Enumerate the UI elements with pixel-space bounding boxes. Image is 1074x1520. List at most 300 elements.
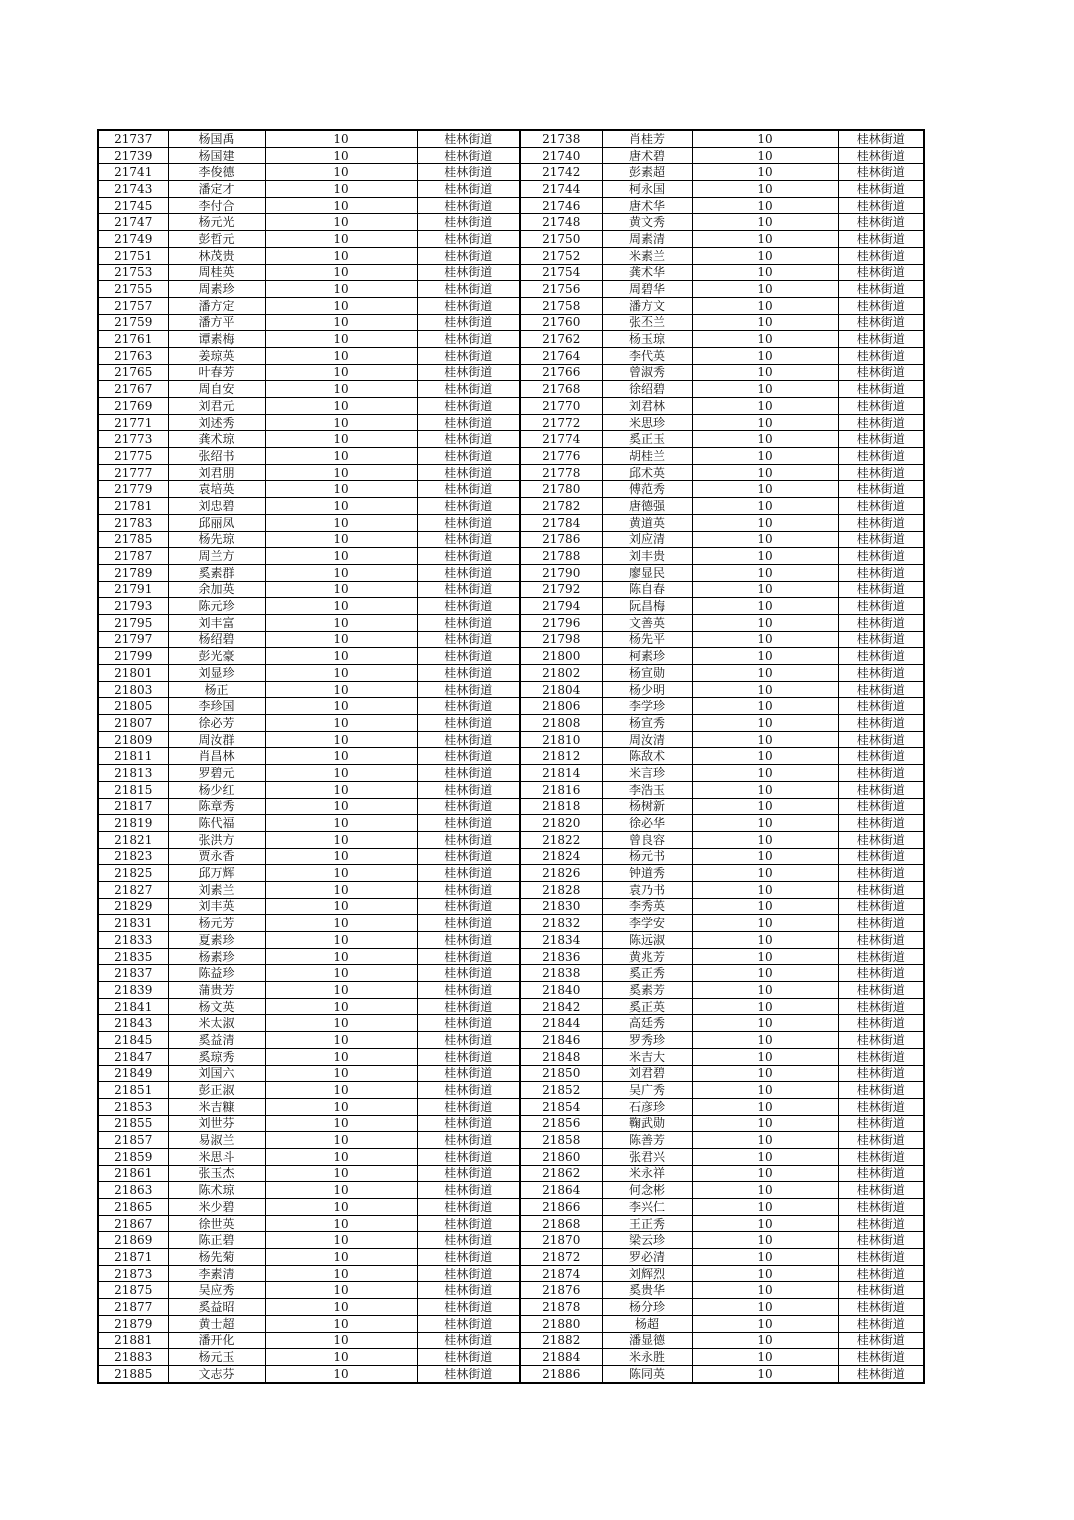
left-amount-cell: 10 bbox=[265, 1349, 417, 1366]
left-street-cell: 桂林街道 bbox=[417, 614, 520, 631]
left-amount-cell: 10 bbox=[265, 881, 417, 898]
table-row bbox=[98, 1282, 924, 1299]
right-amount-cell: 10 bbox=[692, 1215, 838, 1232]
left-amount-cell: 10 bbox=[265, 398, 417, 415]
left-amount-cell: 10 bbox=[265, 297, 417, 314]
left-name-cell: 刘君元 bbox=[168, 398, 265, 415]
left-street-cell: 桂林街道 bbox=[417, 247, 520, 264]
right-name-cell: 李浩玉 bbox=[602, 781, 692, 798]
right-name-cell: 杨分珍 bbox=[602, 1299, 692, 1316]
right-name-cell: 周碧华 bbox=[602, 281, 692, 298]
right-id-cell: 21878 bbox=[520, 1299, 602, 1316]
right-amount-cell: 10 bbox=[692, 464, 838, 481]
right-name-cell: 高廷秀 bbox=[602, 1015, 692, 1032]
right-id-cell: 21748 bbox=[520, 214, 602, 231]
left-name-cell: 杨元芳 bbox=[168, 915, 265, 932]
right-name-cell: 米吉大 bbox=[602, 1048, 692, 1065]
right-name-cell: 杨树新 bbox=[602, 798, 692, 815]
left-street-cell: 桂林街道 bbox=[417, 448, 520, 465]
table-row bbox=[98, 431, 924, 448]
right-street-cell: 桂林街道 bbox=[838, 1215, 924, 1232]
left-id-cell: 21743 bbox=[98, 181, 168, 198]
left-amount-cell: 10 bbox=[265, 364, 417, 381]
right-street-cell: 桂林街道 bbox=[838, 1232, 924, 1249]
left-name-cell: 米思斗 bbox=[168, 1148, 265, 1165]
left-amount-cell: 10 bbox=[265, 681, 417, 698]
left-street-cell: 桂林街道 bbox=[417, 865, 520, 882]
left-name-cell: 张洪方 bbox=[168, 831, 265, 848]
left-name-cell: 杨绍碧 bbox=[168, 631, 265, 648]
left-name-cell: 陈章秀 bbox=[168, 798, 265, 815]
left-amount-cell: 10 bbox=[265, 965, 417, 982]
left-street-cell: 桂林街道 bbox=[417, 414, 520, 431]
right-name-cell: 张君兴 bbox=[602, 1148, 692, 1165]
left-id-cell: 21871 bbox=[98, 1249, 168, 1266]
left-street-cell: 桂林街道 bbox=[417, 1249, 520, 1266]
left-id-cell: 21823 bbox=[98, 848, 168, 865]
right-name-cell: 龚术华 bbox=[602, 264, 692, 281]
left-street-cell: 桂林街道 bbox=[417, 464, 520, 481]
right-name-cell: 李代英 bbox=[602, 347, 692, 364]
table-row bbox=[98, 698, 924, 715]
left-id-cell: 21797 bbox=[98, 631, 168, 648]
right-id-cell: 21824 bbox=[520, 848, 602, 865]
left-id-cell: 21759 bbox=[98, 314, 168, 331]
left-name-cell: 彭光豪 bbox=[168, 648, 265, 665]
right-amount-cell: 10 bbox=[692, 1132, 838, 1149]
left-street-cell: 桂林街道 bbox=[417, 214, 520, 231]
right-street-cell: 桂林街道 bbox=[838, 1332, 924, 1349]
left-name-cell: 杨先琼 bbox=[168, 531, 265, 548]
right-id-cell: 21756 bbox=[520, 281, 602, 298]
left-id-cell: 21839 bbox=[98, 982, 168, 999]
left-id-cell: 21777 bbox=[98, 464, 168, 481]
left-id-cell: 21817 bbox=[98, 798, 168, 815]
right-amount-cell: 10 bbox=[692, 1232, 838, 1249]
left-id-cell: 21809 bbox=[98, 731, 168, 748]
right-street-cell: 桂林街道 bbox=[838, 1182, 924, 1199]
right-street-cell: 桂林街道 bbox=[838, 581, 924, 598]
right-id-cell: 21754 bbox=[520, 264, 602, 281]
left-amount-cell: 10 bbox=[265, 464, 417, 481]
left-name-cell: 彭正淑 bbox=[168, 1082, 265, 1099]
table-row bbox=[98, 631, 924, 648]
right-amount-cell: 10 bbox=[692, 1299, 838, 1316]
left-amount-cell: 10 bbox=[265, 1215, 417, 1232]
right-id-cell: 21766 bbox=[520, 364, 602, 381]
right-amount-cell: 10 bbox=[692, 748, 838, 765]
right-id-cell: 21872 bbox=[520, 1249, 602, 1266]
right-id-cell: 21834 bbox=[520, 932, 602, 949]
right-id-cell: 21744 bbox=[520, 181, 602, 198]
right-amount-cell: 10 bbox=[692, 414, 838, 431]
right-street-cell: 桂林街道 bbox=[838, 748, 924, 765]
right-name-cell: 徐绍碧 bbox=[602, 381, 692, 398]
left-amount-cell: 10 bbox=[265, 548, 417, 565]
right-street-cell: 桂林街道 bbox=[838, 815, 924, 832]
right-name-cell: 陈善芳 bbox=[602, 1132, 692, 1149]
left-amount-cell: 10 bbox=[265, 798, 417, 815]
right-name-cell: 米言珍 bbox=[602, 765, 692, 782]
right-amount-cell: 10 bbox=[692, 564, 838, 581]
right-id-cell: 21816 bbox=[520, 781, 602, 798]
table-row bbox=[98, 448, 924, 465]
right-id-cell: 21774 bbox=[520, 431, 602, 448]
left-id-cell: 21763 bbox=[98, 347, 168, 364]
table-row bbox=[98, 181, 924, 198]
right-street-cell: 桂林街道 bbox=[838, 297, 924, 314]
left-street-cell: 桂林街道 bbox=[417, 264, 520, 281]
table-row bbox=[98, 1132, 924, 1149]
right-name-cell: 杨超 bbox=[602, 1315, 692, 1332]
table-row bbox=[98, 1232, 924, 1249]
right-amount-cell: 10 bbox=[692, 147, 838, 164]
right-name-cell: 黄兆芳 bbox=[602, 948, 692, 965]
right-id-cell: 21828 bbox=[520, 881, 602, 898]
right-street-cell: 桂林街道 bbox=[838, 781, 924, 798]
left-name-cell: 米少碧 bbox=[168, 1199, 265, 1216]
right-amount-cell: 10 bbox=[692, 665, 838, 682]
left-street-cell: 桂林街道 bbox=[417, 1182, 520, 1199]
right-id-cell: 21868 bbox=[520, 1215, 602, 1232]
right-street-cell: 桂林街道 bbox=[838, 631, 924, 648]
left-amount-cell: 10 bbox=[265, 314, 417, 331]
left-street-cell: 桂林街道 bbox=[417, 1048, 520, 1065]
left-name-cell: 杨素珍 bbox=[168, 948, 265, 965]
left-amount-cell: 10 bbox=[265, 147, 417, 164]
right-id-cell: 21886 bbox=[520, 1365, 602, 1382]
left-name-cell: 陈元珍 bbox=[168, 598, 265, 615]
right-amount-cell: 10 bbox=[692, 347, 838, 364]
left-id-cell: 21827 bbox=[98, 881, 168, 898]
right-name-cell: 肖桂芳 bbox=[602, 130, 692, 147]
right-amount-cell: 10 bbox=[692, 848, 838, 865]
right-amount-cell: 10 bbox=[692, 581, 838, 598]
table-row bbox=[98, 881, 924, 898]
left-id-cell: 21841 bbox=[98, 998, 168, 1015]
left-name-cell: 杨正 bbox=[168, 681, 265, 698]
left-street-cell: 桂林街道 bbox=[417, 1098, 520, 1115]
left-id-cell: 21855 bbox=[98, 1115, 168, 1132]
right-name-cell: 米思珍 bbox=[602, 414, 692, 431]
roster-table-body bbox=[98, 130, 924, 1383]
left-street-cell: 桂林街道 bbox=[417, 1115, 520, 1132]
left-amount-cell: 10 bbox=[265, 1299, 417, 1316]
left-amount-cell: 10 bbox=[265, 698, 417, 715]
left-amount-cell: 10 bbox=[265, 181, 417, 198]
right-name-cell: 张丕兰 bbox=[602, 314, 692, 331]
table-row bbox=[98, 564, 924, 581]
left-name-cell: 陈代福 bbox=[168, 815, 265, 832]
right-id-cell: 21884 bbox=[520, 1349, 602, 1366]
left-street-cell: 桂林街道 bbox=[417, 564, 520, 581]
left-street-cell: 桂林街道 bbox=[417, 481, 520, 498]
right-street-cell: 桂林街道 bbox=[838, 965, 924, 982]
table-row bbox=[98, 414, 924, 431]
right-id-cell: 21836 bbox=[520, 948, 602, 965]
right-amount-cell: 10 bbox=[692, 932, 838, 949]
table-row bbox=[98, 498, 924, 515]
left-street-cell: 桂林街道 bbox=[417, 998, 520, 1015]
table-row bbox=[98, 1015, 924, 1032]
table-row bbox=[98, 531, 924, 548]
left-id-cell: 21739 bbox=[98, 147, 168, 164]
left-street-cell: 桂林街道 bbox=[417, 1082, 520, 1099]
right-name-cell: 米永祥 bbox=[602, 1165, 692, 1182]
right-amount-cell: 10 bbox=[692, 765, 838, 782]
right-id-cell: 21874 bbox=[520, 1265, 602, 1282]
left-id-cell: 21753 bbox=[98, 264, 168, 281]
left-id-cell: 21821 bbox=[98, 831, 168, 848]
right-amount-cell: 10 bbox=[692, 865, 838, 882]
left-amount-cell: 10 bbox=[265, 731, 417, 748]
right-name-cell: 杨先平 bbox=[602, 631, 692, 648]
table-row bbox=[98, 247, 924, 264]
left-id-cell: 21857 bbox=[98, 1132, 168, 1149]
left-street-cell: 桂林街道 bbox=[417, 1282, 520, 1299]
left-name-cell: 张玉杰 bbox=[168, 1165, 265, 1182]
left-street-cell: 桂林街道 bbox=[417, 932, 520, 949]
table-row bbox=[98, 1332, 924, 1349]
left-id-cell: 21805 bbox=[98, 698, 168, 715]
right-name-cell: 周汝清 bbox=[602, 731, 692, 748]
right-street-cell: 桂林街道 bbox=[838, 1165, 924, 1182]
left-name-cell: 刘素兰 bbox=[168, 881, 265, 898]
right-amount-cell: 10 bbox=[692, 264, 838, 281]
left-street-cell: 桂林街道 bbox=[417, 748, 520, 765]
left-amount-cell: 10 bbox=[265, 1249, 417, 1266]
right-street-cell: 桂林街道 bbox=[838, 1349, 924, 1366]
left-id-cell: 21801 bbox=[98, 665, 168, 682]
right-street-cell: 桂林街道 bbox=[838, 1032, 924, 1049]
left-amount-cell: 10 bbox=[265, 448, 417, 465]
right-street-cell: 桂林街道 bbox=[838, 431, 924, 448]
left-street-cell: 桂林街道 bbox=[417, 147, 520, 164]
right-amount-cell: 10 bbox=[692, 915, 838, 932]
left-street-cell: 桂林街道 bbox=[417, 1199, 520, 1216]
right-id-cell: 21800 bbox=[520, 648, 602, 665]
right-name-cell: 柯永国 bbox=[602, 181, 692, 198]
left-name-cell: 吴应秀 bbox=[168, 1282, 265, 1299]
left-street-cell: 桂林街道 bbox=[417, 381, 520, 398]
table-row bbox=[98, 381, 924, 398]
right-street-cell: 桂林街道 bbox=[838, 481, 924, 498]
left-street-cell: 桂林街道 bbox=[417, 598, 520, 615]
right-street-cell: 桂林街道 bbox=[838, 264, 924, 281]
right-name-cell: 奚素芳 bbox=[602, 982, 692, 999]
left-street-cell: 桂林街道 bbox=[417, 297, 520, 314]
left-id-cell: 21867 bbox=[98, 1215, 168, 1232]
right-name-cell: 黄道英 bbox=[602, 514, 692, 531]
left-name-cell: 刘忠碧 bbox=[168, 498, 265, 515]
left-id-cell: 21795 bbox=[98, 614, 168, 631]
table-row bbox=[98, 1115, 924, 1132]
left-street-cell: 桂林街道 bbox=[417, 164, 520, 181]
table-row bbox=[98, 932, 924, 949]
left-street-cell: 桂林街道 bbox=[417, 347, 520, 364]
left-id-cell: 21793 bbox=[98, 598, 168, 615]
right-name-cell: 杨玉琼 bbox=[602, 331, 692, 348]
right-amount-cell: 10 bbox=[692, 948, 838, 965]
left-name-cell: 李俊德 bbox=[168, 164, 265, 181]
left-name-cell: 文志芬 bbox=[168, 1365, 265, 1382]
right-street-cell: 桂林街道 bbox=[838, 1115, 924, 1132]
left-amount-cell: 10 bbox=[265, 614, 417, 631]
right-name-cell: 傅范秀 bbox=[602, 481, 692, 498]
left-name-cell: 米太淑 bbox=[168, 1015, 265, 1032]
right-amount-cell: 10 bbox=[692, 297, 838, 314]
right-amount-cell: 10 bbox=[692, 1315, 838, 1332]
table-row bbox=[98, 231, 924, 248]
left-name-cell: 张绍书 bbox=[168, 448, 265, 465]
table-row bbox=[98, 314, 924, 331]
right-id-cell: 21860 bbox=[520, 1148, 602, 1165]
right-id-cell: 21844 bbox=[520, 1015, 602, 1032]
right-id-cell: 21882 bbox=[520, 1332, 602, 1349]
right-street-cell: 桂林街道 bbox=[838, 881, 924, 898]
right-id-cell: 21832 bbox=[520, 915, 602, 932]
right-id-cell: 21790 bbox=[520, 564, 602, 581]
right-name-cell: 唐德强 bbox=[602, 498, 692, 515]
left-name-cell: 刘君朋 bbox=[168, 464, 265, 481]
left-street-cell: 桂林街道 bbox=[417, 1148, 520, 1165]
right-name-cell: 梁云珍 bbox=[602, 1232, 692, 1249]
left-street-cell: 桂林街道 bbox=[417, 581, 520, 598]
left-id-cell: 21813 bbox=[98, 765, 168, 782]
right-street-cell: 桂林街道 bbox=[838, 681, 924, 698]
right-name-cell: 陈敌术 bbox=[602, 748, 692, 765]
right-name-cell: 邱术英 bbox=[602, 464, 692, 481]
right-name-cell: 唐术华 bbox=[602, 197, 692, 214]
left-id-cell: 21877 bbox=[98, 1299, 168, 1316]
left-id-cell: 21779 bbox=[98, 481, 168, 498]
right-id-cell: 21818 bbox=[520, 798, 602, 815]
left-name-cell: 彭哲元 bbox=[168, 231, 265, 248]
left-amount-cell: 10 bbox=[265, 347, 417, 364]
table-row bbox=[98, 514, 924, 531]
left-name-cell: 罗碧元 bbox=[168, 765, 265, 782]
right-amount-cell: 10 bbox=[692, 1098, 838, 1115]
right-id-cell: 21846 bbox=[520, 1032, 602, 1049]
left-id-cell: 21741 bbox=[98, 164, 168, 181]
left-id-cell: 21785 bbox=[98, 531, 168, 548]
left-id-cell: 21873 bbox=[98, 1265, 168, 1282]
right-street-cell: 桂林街道 bbox=[838, 1265, 924, 1282]
right-street-cell: 桂林街道 bbox=[838, 731, 924, 748]
left-amount-cell: 10 bbox=[265, 781, 417, 798]
left-amount-cell: 10 bbox=[265, 865, 417, 882]
left-name-cell: 杨少红 bbox=[168, 781, 265, 798]
left-name-cell: 潘方平 bbox=[168, 314, 265, 331]
left-id-cell: 21765 bbox=[98, 364, 168, 381]
right-street-cell: 桂林街道 bbox=[838, 915, 924, 932]
left-street-cell: 桂林街道 bbox=[417, 1299, 520, 1316]
left-id-cell: 21767 bbox=[98, 381, 168, 398]
right-amount-cell: 10 bbox=[692, 130, 838, 147]
left-amount-cell: 10 bbox=[265, 715, 417, 732]
right-amount-cell: 10 bbox=[692, 1082, 838, 1099]
left-id-cell: 21815 bbox=[98, 781, 168, 798]
left-name-cell: 潘开化 bbox=[168, 1332, 265, 1349]
left-amount-cell: 10 bbox=[265, 564, 417, 581]
right-street-cell: 桂林街道 bbox=[838, 448, 924, 465]
right-street-cell: 桂林街道 bbox=[838, 1315, 924, 1332]
left-amount-cell: 10 bbox=[265, 982, 417, 999]
left-id-cell: 21851 bbox=[98, 1082, 168, 1099]
table-row bbox=[98, 1165, 924, 1182]
right-id-cell: 21794 bbox=[520, 598, 602, 615]
left-amount-cell: 10 bbox=[265, 331, 417, 348]
left-id-cell: 21825 bbox=[98, 865, 168, 882]
left-name-cell: 周桂英 bbox=[168, 264, 265, 281]
right-amount-cell: 10 bbox=[692, 331, 838, 348]
left-id-cell: 21745 bbox=[98, 197, 168, 214]
left-name-cell: 刘显珍 bbox=[168, 665, 265, 682]
left-amount-cell: 10 bbox=[265, 1065, 417, 1082]
left-name-cell: 邱万辉 bbox=[168, 865, 265, 882]
left-street-cell: 桂林街道 bbox=[417, 1349, 520, 1366]
left-id-cell: 21773 bbox=[98, 431, 168, 448]
right-id-cell: 21798 bbox=[520, 631, 602, 648]
right-id-cell: 21856 bbox=[520, 1115, 602, 1132]
right-street-cell: 桂林街道 bbox=[838, 1249, 924, 1266]
table-row bbox=[98, 948, 924, 965]
right-name-cell: 王正秀 bbox=[602, 1215, 692, 1232]
right-amount-cell: 10 bbox=[692, 481, 838, 498]
right-name-cell: 李秀英 bbox=[602, 898, 692, 915]
right-street-cell: 桂林街道 bbox=[838, 1299, 924, 1316]
left-name-cell: 杨国建 bbox=[168, 147, 265, 164]
left-street-cell: 桂林街道 bbox=[417, 1265, 520, 1282]
left-amount-cell: 10 bbox=[265, 848, 417, 865]
right-amount-cell: 10 bbox=[692, 815, 838, 832]
table-row bbox=[98, 147, 924, 164]
right-amount-cell: 10 bbox=[692, 281, 838, 298]
left-street-cell: 桂林街道 bbox=[417, 548, 520, 565]
left-name-cell: 肖昌林 bbox=[168, 748, 265, 765]
table-row bbox=[98, 1249, 924, 1266]
left-street-cell: 桂林街道 bbox=[417, 1015, 520, 1032]
right-id-cell: 21796 bbox=[520, 614, 602, 631]
left-amount-cell: 10 bbox=[265, 1148, 417, 1165]
right-id-cell: 21750 bbox=[520, 231, 602, 248]
table-row bbox=[98, 898, 924, 915]
right-name-cell: 刘辉烈 bbox=[602, 1265, 692, 1282]
right-name-cell: 奚正玉 bbox=[602, 431, 692, 448]
left-id-cell: 21881 bbox=[98, 1332, 168, 1349]
right-amount-cell: 10 bbox=[692, 781, 838, 798]
right-street-cell: 桂林街道 bbox=[838, 665, 924, 682]
left-street-cell: 桂林街道 bbox=[417, 815, 520, 832]
table-row bbox=[98, 731, 924, 748]
right-street-cell: 桂林街道 bbox=[838, 765, 924, 782]
right-id-cell: 21786 bbox=[520, 531, 602, 548]
table-row bbox=[98, 1082, 924, 1099]
left-amount-cell: 10 bbox=[265, 932, 417, 949]
left-name-cell: 米吉糠 bbox=[168, 1098, 265, 1115]
right-amount-cell: 10 bbox=[692, 715, 838, 732]
right-amount-cell: 10 bbox=[692, 731, 838, 748]
right-amount-cell: 10 bbox=[692, 1148, 838, 1165]
left-amount-cell: 10 bbox=[265, 1332, 417, 1349]
left-amount-cell: 10 bbox=[265, 598, 417, 615]
right-name-cell: 刘丰贵 bbox=[602, 548, 692, 565]
table-row bbox=[98, 648, 924, 665]
right-name-cell: 李学珍 bbox=[602, 698, 692, 715]
left-id-cell: 21775 bbox=[98, 448, 168, 465]
right-amount-cell: 10 bbox=[692, 1265, 838, 1282]
table-row bbox=[98, 815, 924, 832]
